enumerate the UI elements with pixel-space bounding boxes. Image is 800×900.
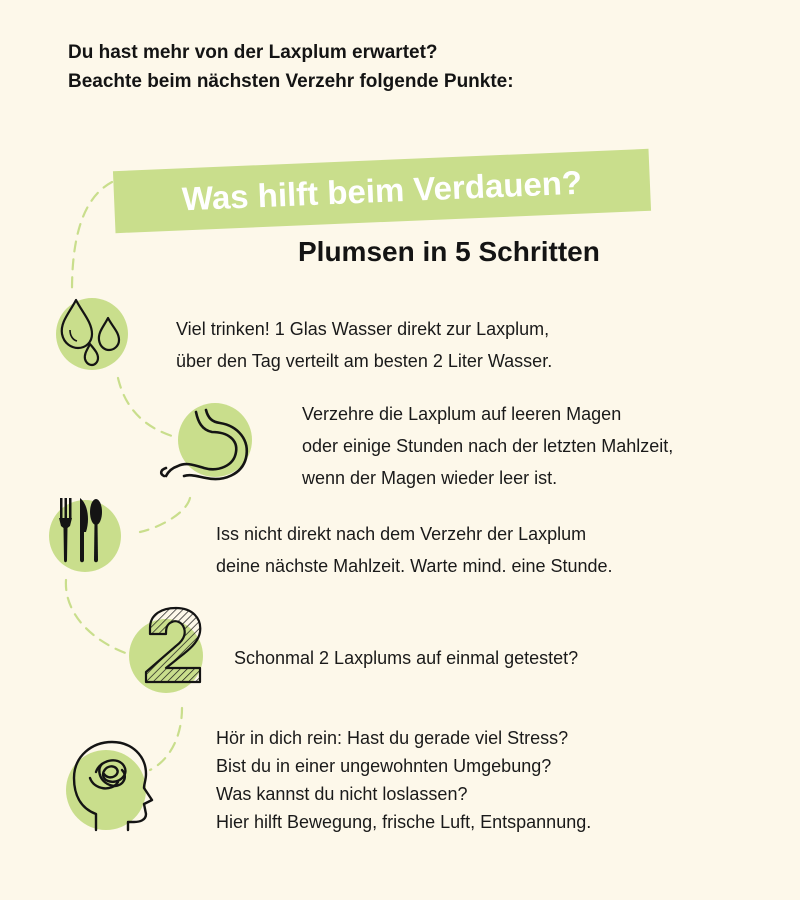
step-5-line-3: Was kannst du nicht loslassen?	[216, 784, 468, 804]
step-4-line-1: Schonmal 2 Laxplums auf einmal getestet?	[234, 648, 579, 668]
step-5-line-4: Hier hilft Bewegung, frische Luft, Entspannung.	[216, 812, 592, 832]
step-1-text	[176, 313, 552, 377]
step-4-text	[234, 642, 578, 674]
cutlery-icon	[59, 498, 102, 562]
step-2-line-1: Verzehre die Laxplum auf leeren Magen	[302, 404, 622, 424]
step-5-text	[216, 724, 591, 836]
step-3-line-2: deine nächste Mahlzeit. Warte mind. eine Stunde.	[216, 556, 613, 576]
page-subtitle: Plumsen in 5 Schritten	[298, 236, 600, 267]
step-5-line-2: Bist du in einer ungewohnten Umgebung?	[216, 756, 552, 776]
intro-line-2: Beachte beim nächsten Verzehr folgende Punkte:	[68, 71, 514, 92]
step-1-line-2: über den Tag verteilt am besten 2 Liter Wasser.	[176, 351, 553, 371]
banner-title: Was hilft beim Verdauen?	[181, 163, 583, 218]
step-1-line-1: Viel trinken! 1 Glas Wasser direkt zur Laxplum,	[176, 319, 550, 339]
step-2-line-2: oder einige Stunden nach der letzten Mahlzeit,	[302, 436, 674, 456]
intro-line-1: Du hast mehr von der Laxplum erwartet?	[68, 42, 438, 63]
step-3-line-1: Iss nicht direkt nach dem Verzehr der Laxplum	[216, 524, 587, 544]
step-2-text	[302, 398, 673, 494]
step-3-text	[216, 518, 613, 582]
step-2-line-3: wenn der Magen wieder leer ist.	[302, 468, 558, 488]
step-5-line-1: Hör in dich rein: Hast du gerade viel Stress?	[216, 728, 569, 748]
